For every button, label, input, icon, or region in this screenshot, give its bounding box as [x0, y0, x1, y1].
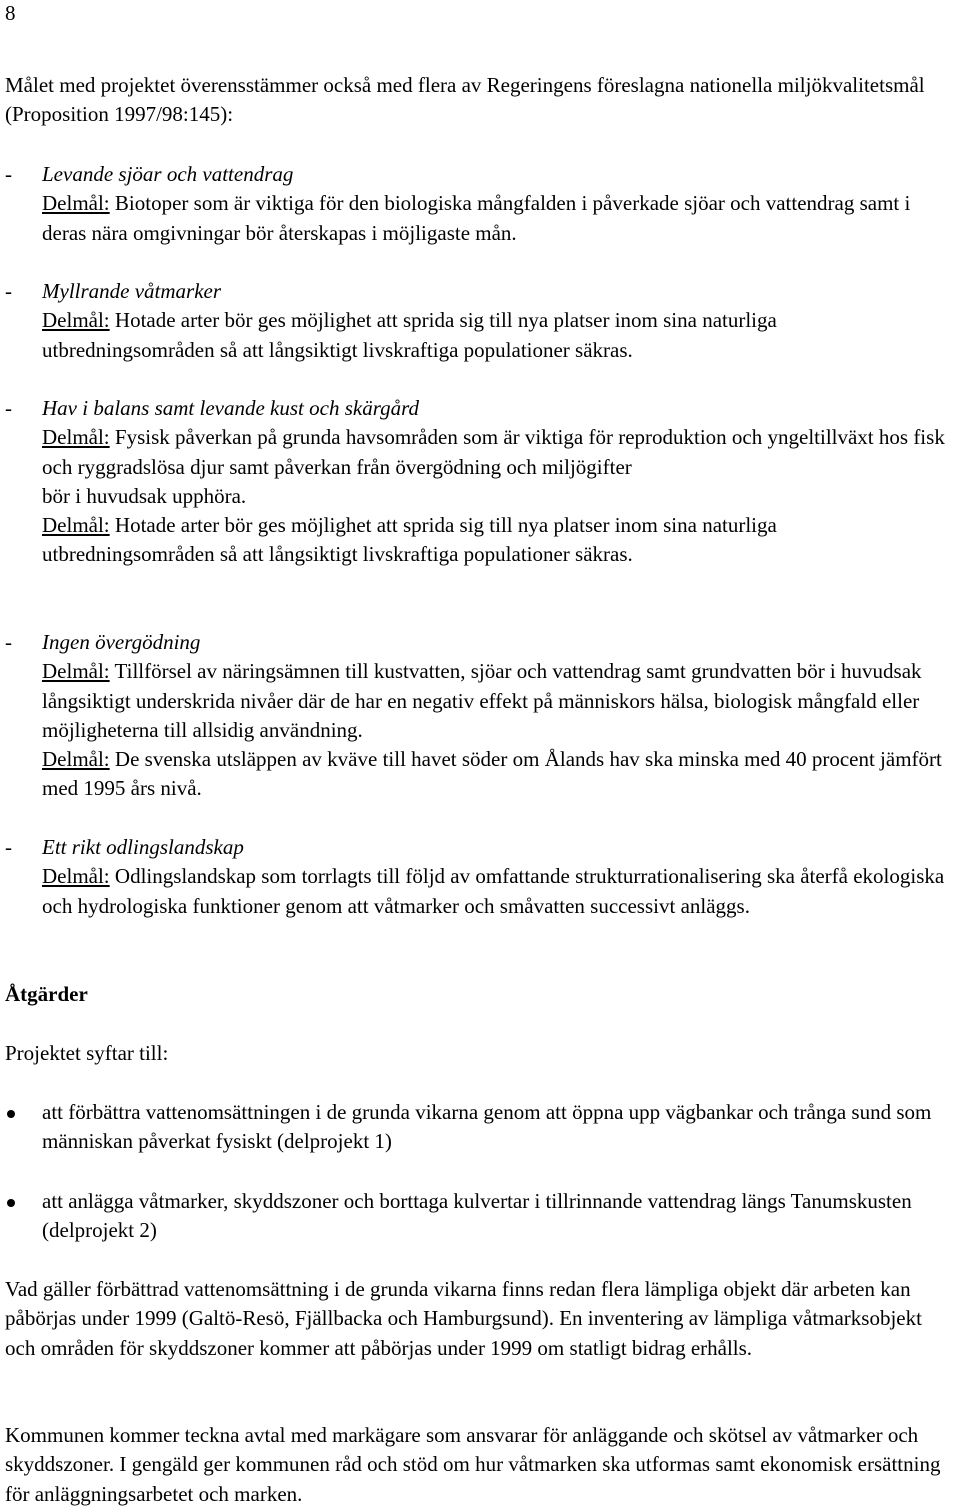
goal-subgoal: [42, 423, 950, 482]
delmal-label: Delmål:: [42, 747, 110, 772]
delmal-label: Delmål:: [42, 191, 110, 216]
goal-item: [5, 833, 950, 921]
section-heading: Åtgärder: [5, 982, 88, 1006]
projekt-intro: Projektet syftar till:: [5, 1041, 169, 1065]
body-paragraph: Kommunen kommer teckna avtal med markägare som ansvarar för anläggande och skötsel av våtmarker och skyddszoner. I gengäld ger kommunen råd och stöd om hur våtmarken ska utformas samt ekonomisk ersättning för anläggningsarbetet och marken.: [5, 1423, 941, 1506]
goal-subgoal: [42, 306, 950, 365]
delmal-text: Hotade arter bör ges möjlighet att sprida sig till nya platser inom sina naturliga utbredningsområden så att långsiktigt livskraftiga populationer säkras.: [42, 308, 777, 362]
delmal-text: De svenska utsläppen av kväve till havet söder om Ålands hav ska minska med 40 procent jämfört med 1995 års nivå.: [42, 747, 942, 801]
goal-item: [5, 160, 950, 248]
goal-title: Ingen övergödning: [42, 630, 201, 654]
goal-title: Hav i balans samt levande kust och skärgård: [42, 396, 419, 420]
bullet-dot-icon: [7, 1199, 15, 1207]
delmal-text: Tillförsel av näringsämnen till kustvatten, sjöar och vattendrag samt grundvatten bör i huvudsak långsiktigt underskrida nivåer där de har en negativ effekt på människors hälsa, biologisk mångfald eller möjligheterna till allsidig användning.: [42, 659, 922, 742]
delmal-text: Biotoper som är viktiga för den biologiska mångfalden i påverkade sjöar och vattendrag samt i deras nära omgivningar bör återskapas i möjligaste mån.: [42, 191, 911, 245]
dash-marker: -: [5, 630, 12, 654]
delmal-label: Delmål:: [42, 513, 110, 538]
dash-marker: -: [5, 279, 12, 303]
intro-paragraph: Målet med projektet överensstämmer också med flera av Regeringens föreslagna nationella miljökvalitetsmål (Proposition 1997/98:145):: [5, 73, 925, 127]
goal-item: [5, 628, 950, 804]
dash-marker: -: [5, 162, 12, 186]
bullet-dot-icon: [7, 1110, 15, 1118]
dash-marker: -: [5, 835, 12, 859]
goal-title: Myllrande våtmarker: [42, 279, 222, 303]
goal-subgoal: [42, 745, 950, 804]
delmal-label: Delmål:: [42, 308, 110, 333]
body-paragraph: Vad gäller förbättrad vattenomsättning i de grunda vikarna finns redan flera lämpliga objekt där arbeten kan påbörjas under 1999 (Galtö-Resö, Fjällbacka och Hamburgsund). En inventering av lämpliga våtmarksobjekt och områden för skyddszoner kommer att påbörjas under 1999 om statligt bidrag erhålls.: [5, 1277, 922, 1360]
goal-title: Levande sjöar och vattendrag: [42, 162, 294, 186]
delmal-label: Delmål:: [42, 864, 110, 889]
delmal-continuation: bör i huvudsak upphöra.: [42, 483, 247, 508]
bullet-item: [5, 1187, 950, 1246]
goal-subgoal: [42, 657, 950, 745]
delmal-label: Delmål:: [42, 425, 110, 450]
bullet-text: att anlägga våtmarker, skyddszoner och borttaga kulvertar i tillrinnande vattendrag längs Tanumskusten (delprojekt 2): [42, 1189, 912, 1243]
bullet-text: att förbättra vattenomsättningen i de grunda vikarna genom att öppna upp vägbankar och trånga sund som människan påverkat fysiskt (delprojekt 1): [42, 1100, 932, 1154]
delmal-text: Hotade arter bör ges möjlighet att sprida sig till nya platser inom sina naturliga utbredningsområden så att långsiktigt livskraftiga populationer säkras.: [42, 513, 777, 567]
goal-subgoal: [42, 511, 950, 570]
goal-item: [5, 277, 950, 365]
goal-subgoal: [42, 862, 950, 921]
delmal-text: Odlingslandskap som torrlagts till följd av omfattande strukturrationalisering ska återfå ekologiska och hydrologiska funktioner genom att våtmarker och småvatten successivt anläggs.: [42, 864, 945, 918]
delmal-label: Delmål:: [42, 659, 110, 684]
delmal-text: Fysisk påverkan på grunda havsområden som är viktiga för reproduktion och yngeltillväxt hos fisk och ryggradslösa djur samt påverkan från övergödning och miljögifter: [42, 425, 945, 479]
page-number: 8: [5, 1, 16, 25]
bullet-item: [5, 1098, 950, 1157]
goal-title: Ett rikt odlingslandskap: [42, 835, 244, 859]
goal-subgoal: [42, 189, 950, 248]
dash-marker: -: [5, 396, 12, 420]
goal-item: [5, 394, 950, 570]
